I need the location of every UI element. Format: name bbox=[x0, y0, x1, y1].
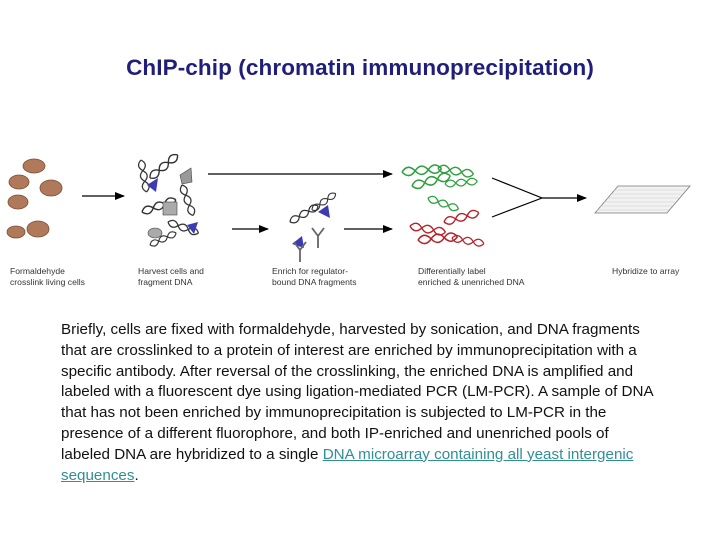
step-label: Enrich for regulator- bbox=[272, 266, 348, 276]
step-label: bound DNA fragments bbox=[272, 277, 357, 287]
step-label: crosslink living cells bbox=[10, 277, 85, 287]
description-end: . bbox=[134, 466, 139, 484]
protein-shape bbox=[180, 168, 192, 184]
ip-illustration bbox=[288, 191, 337, 262]
protein-shape bbox=[148, 228, 162, 238]
chromatin-illustration bbox=[138, 152, 200, 248]
description-paragraph bbox=[61, 320, 661, 486]
step-label: enriched & unenriched DNA bbox=[418, 277, 525, 287]
cell bbox=[40, 180, 62, 196]
cell bbox=[9, 175, 29, 189]
cells-illustration bbox=[7, 159, 62, 238]
labeled-dna-illustration bbox=[402, 164, 485, 247]
cell bbox=[23, 159, 45, 173]
cell bbox=[27, 221, 49, 237]
cell bbox=[8, 195, 28, 209]
process-arrows bbox=[82, 174, 586, 229]
protein-shape bbox=[187, 222, 198, 234]
dna-microarray-link[interactable]: DNA microarray containing all yeast intergenic sequences bbox=[61, 445, 634, 484]
cell bbox=[7, 226, 25, 238]
description-text: Briefly, cells are fixed with formaldehyde, harvested by sonication, and DNA fragments that are crosslinked to a protein of interest are enriched by immunoprecipitation with a specific antibody. After reversal of the crosslinking, the enriched DNA is amplified and labeled with a fluorescent dye using ligation-mediated PCR (LM-PCR). A sample of DNA that has not been enriched by immunoprecipitation is subjected to LM-PCR in the presence of a different fluorophore, and both IP-enriched and unenriched pools of labeled DNA are hybridized to a single bbox=[61, 321, 653, 463]
step-label: Differentially label bbox=[418, 266, 486, 276]
step-label: fragment DNA bbox=[138, 277, 193, 287]
protein-shape bbox=[163, 202, 177, 215]
step-label: Harvest cells and bbox=[138, 266, 204, 276]
chip-chip-diagram bbox=[0, 150, 720, 300]
step-label: Formaldehyde bbox=[10, 266, 65, 276]
merge-arrow bbox=[492, 178, 542, 217]
slide-title: ChIP-chip (chromatin immunoprecipitation) bbox=[126, 55, 594, 80]
step-label: Hybridize to array bbox=[612, 266, 680, 276]
array-illustration bbox=[595, 186, 690, 213]
antibody-shape bbox=[312, 228, 324, 248]
step-labels bbox=[10, 266, 680, 287]
